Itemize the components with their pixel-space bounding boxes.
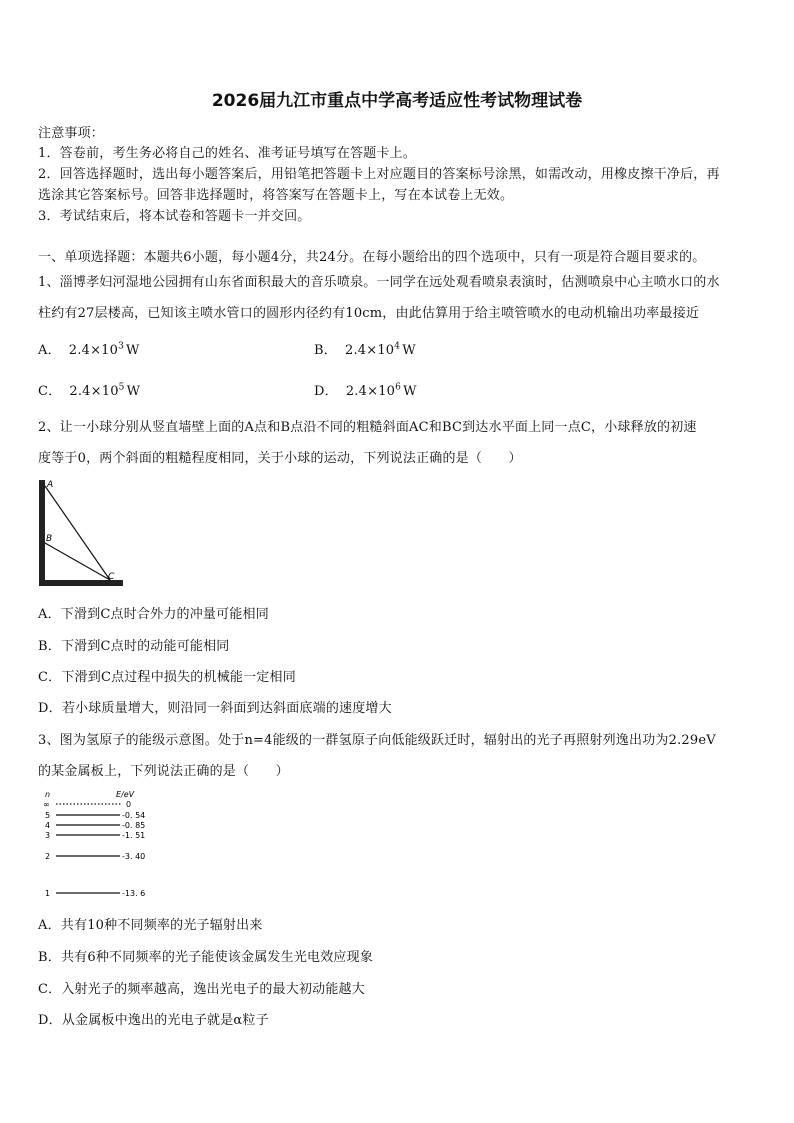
q1-option-d: D． $2.4\times 10^6$ W <box>314 382 417 399</box>
level-n-1: 1 <box>45 889 51 898</box>
level-n-3: 3 <box>45 831 51 840</box>
q2-option-a: A．下滑到C点时合外力的冲量可能相同 <box>38 607 269 622</box>
level-n-4: 4 <box>45 821 51 830</box>
level-n-5: 5 <box>45 811 51 820</box>
q2-stem-line2: 度等于0，两个斜面的粗糙程度相同，关于小球的运动，下列说法正确的是（ ） <box>38 451 522 466</box>
point-b-label: B <box>46 534 53 544</box>
level-n-2: 2 <box>45 852 51 861</box>
n-axis-label: n <box>45 790 51 799</box>
notice-heading: 注意事项： <box>38 126 105 141</box>
q3-stem-line1: 3、图为氢原子的能级示意图。处于n=4能级的一群氢原子向低能级跃迁时，辐射出的光子再照射列逸出功为2.29eV <box>38 733 716 748</box>
q3-option-c: C．入射光子的频率越高，逸出光电子的最大初动能越大 <box>38 982 365 997</box>
q2-option-c: C．下滑到C点过程中损失的机械能一定相同 <box>38 670 296 685</box>
incline-ac <box>45 486 110 580</box>
energy-axis-label: E/eV <box>116 790 135 799</box>
q2-stem-line1: 2、让一小球分别从竖直墙壁上面的A点和B点沿不同的粗糙斜面AC和BC到达水平面上同一点C，小球释放的初速 <box>38 420 697 435</box>
q2-option-b: B．下滑到C点时的动能可能相同 <box>38 639 230 654</box>
level-n-inf: ∞ <box>43 800 50 809</box>
q1-option-b: B． $2.4\times 10^4$ W <box>314 341 416 358</box>
notice-item-1: 1．答卷前，考生务必将自己的姓名、准考证号填写在答题卡上。 <box>38 146 417 161</box>
q1-option-c: C． $2.4\times 10^5$ W <box>38 382 141 399</box>
q3-option-d: D．从金属板中逸出的光电子就是α粒子 <box>38 1013 269 1028</box>
level-e-3: -1. 51 <box>122 831 146 840</box>
q3-option-a: A．共有10种不同频率的光子辐射出来 <box>38 918 263 933</box>
q1-stem-line2: 柱约有27层楼高，已知该主喷水管口的圆形内径约有10cm，由此估算用于给主喷管喷水的电动机输出功率最接近 <box>38 306 700 321</box>
incline-figure <box>36 476 126 592</box>
level-e-1: -13. 6 <box>122 889 146 898</box>
notice-item-2-cont: 选涂其它答案标号。回答非选择题时，将答案写在答题卡上，写在本试卷上无效。 <box>38 188 514 203</box>
point-a-label: A <box>47 480 54 490</box>
level-e-2: -3. 40 <box>122 852 146 861</box>
level-e-inf: 0 <box>126 800 132 809</box>
notice-item-3: 3．考试结束后，将本试卷和答题卡一并交回。 <box>38 209 311 224</box>
level-e-5: -0. 54 <box>122 811 146 820</box>
q2-option-d: D．若小球质量增大，则沿同一斜面到达斜面底端的速度增大 <box>38 701 392 716</box>
section-heading: 一、单项选择题：本题共6小题，每小题4分，共24分。在每小题给出的四个选项中，只有一项是符合题目要求的。 <box>38 250 706 265</box>
incline-bc <box>45 543 110 580</box>
q1-stem-line1: 1、淄博孝妇河湿地公园拥有山东省面积最大的音乐喷泉。一同学在远处观看喷泉表演时，估测喷泉中心主喷水口的水 <box>38 275 720 290</box>
wall <box>39 480 45 586</box>
notice-item-2: 2．回答选择题时，选出每小题答案后，用铅笔把答题卡上对应题目的答案标号涂黑，如需改动，用橡皮擦干净后，再 <box>38 167 720 182</box>
q1-option-a: A． $2.4\times 10^3$ W <box>38 341 140 358</box>
q3-stem-line2: 的某金属板上，下列说法正确的是（ ） <box>38 764 289 779</box>
point-c-label: C <box>108 572 115 582</box>
level-e-4: -0. 85 <box>122 821 146 830</box>
energy-level-diagram <box>38 788 178 900</box>
page-title: 2026届九江市重点中学高考适应性考试物理试卷 <box>211 91 583 111</box>
q3-option-b: B．共有6种不同频率的光子能使该金属发生光电效应现象 <box>38 950 374 965</box>
